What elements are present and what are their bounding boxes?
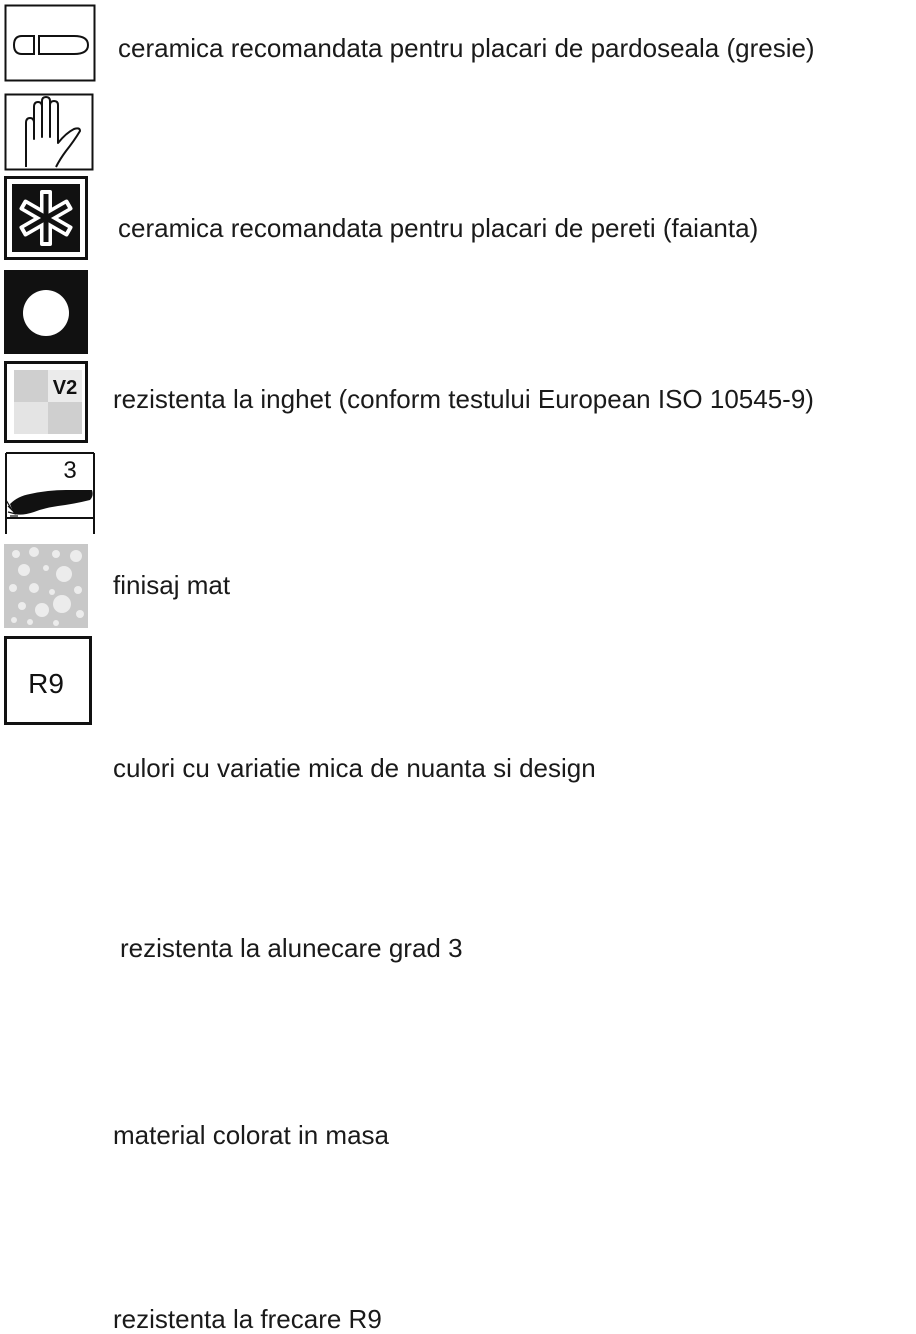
legend-label-wall: ceramica recomandata pentru placari de pereti (faianta) [118, 213, 759, 243]
legend-item-wall [0, 93, 916, 243]
hand-icon [4, 93, 94, 171]
friction-resistance-icon [4, 636, 92, 726]
color-variation-icon [4, 361, 88, 443]
legend-label-slip: rezistenta la alunecare grad 3 [120, 933, 463, 963]
snowflake-icon [4, 176, 88, 260]
shoe-sole-icon [4, 4, 96, 82]
legend-item-floor [0, 4, 916, 84]
matte-finish-icon [4, 270, 88, 354]
legend-label-floor: ceramica recomandata pentru placari de pardoseala (gresie) [118, 33, 815, 63]
slip-resistance-icon [4, 452, 96, 536]
slip-resistance-icon-text: 3 [63, 457, 77, 484]
through-body-color-icon [4, 544, 88, 628]
legend-label-friction: rezistenta la frecare R9 [113, 1304, 382, 1334]
color-variation-icon-text: V2 [52, 377, 78, 399]
legend-label-matte: finisaj mat [113, 570, 231, 600]
friction-resistance-icon-text: R9 [28, 668, 64, 699]
legend-label-variation: culori cu variatie mica de nuanta si design [113, 753, 596, 783]
legend-label-frost: rezistenta la inghet (conform testului European ISO 10545-9) [113, 384, 814, 414]
legend-label-through-body: material colorat in masa [113, 1120, 389, 1150]
